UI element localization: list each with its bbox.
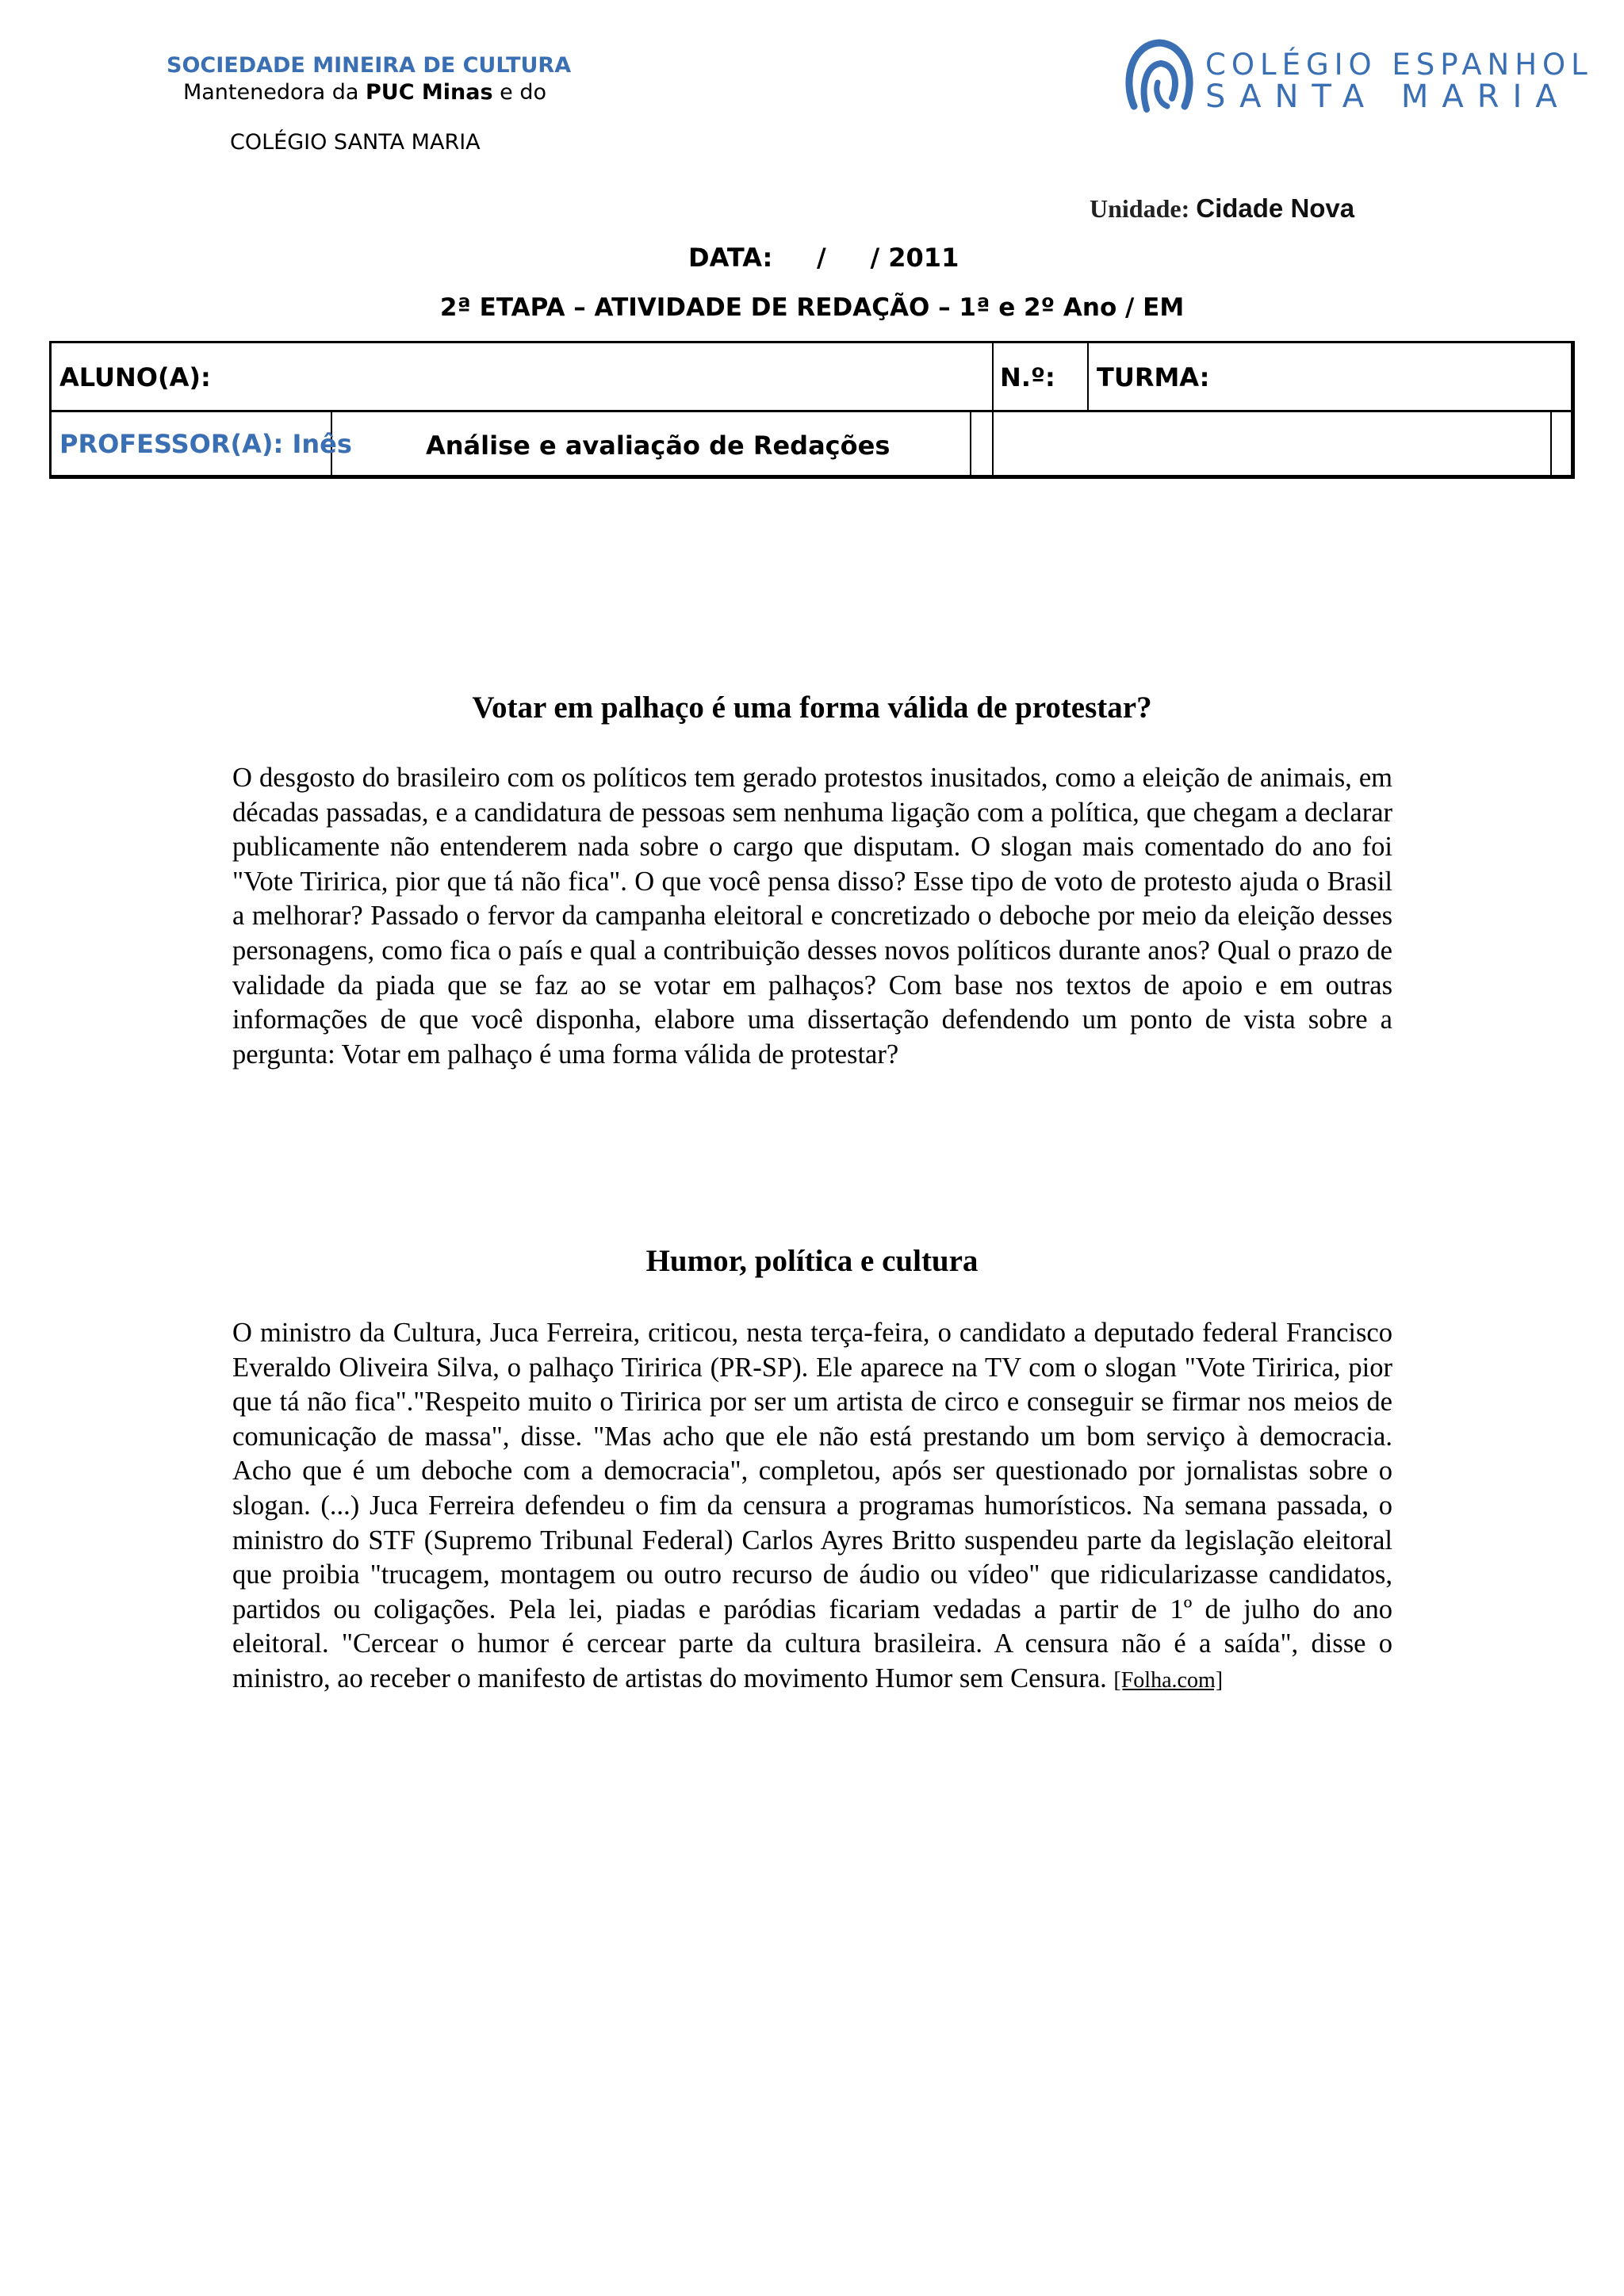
organization-block	[167, 52, 572, 106]
unidade-value: Cidade Nova	[1196, 193, 1355, 223]
subject-label: Análise e avaliação de Redações	[426, 430, 891, 461]
date-line: DATA: / / 2011	[688, 243, 959, 273]
logo-line-1: COLÉGIO ESPANHOL	[1205, 48, 1593, 82]
table-row-divider	[52, 410, 1571, 412]
table-divider	[970, 410, 971, 475]
table-divider	[1087, 343, 1089, 410]
unidade-label: Unidade:	[1090, 194, 1197, 223]
section-2-title: Humor, política e cultura	[645, 1244, 979, 1278]
section-2-text: O ministro da Cultura, Juca Ferreira, criticou, nesta terça-feira, o candidato a deputado federal Francisco Everaldo Oliveira Silva, o palhaço Tiririca (PR-SP). Ele aparece na TV com o slogan "Vote Tiririca, pior que tá não fica"."Respeito muito o Tiririca por ser um artista de circo e conseguir se firmar nos meios de comunicação de massa", disse. "Mas acho que ele não está prestando um bom serviço à democracia. Acho que é um deboche com a democracia", completou, após ser questionado por jornalistas sobre o slogan. (...) Juca Ferreira defendeu o fim da censura a programas humorísticos. Na semana passada, o ministro do STF (Supremo Tribunal Federal) Carlos Ayres Britto suspendeu parte da legislação eleitoral que proibia "trucagem, montagem ou outro recurso de áudio ou vídeo" que ridicularizasse candidatos, partidos ou coligações. Pela lei, piadas e paródias ficariam vedadas a partir de 1º de julho do ano eleitoral. "Cercear o humor é cercear parte da cultura brasileira. A censura não é a saída", disse o ministro, ao receber o manifesto de artistas do movimento Humor sem Censura.	[232, 1318, 1392, 1693]
activity-title: 2ª ETAPA – ATIVIDADE DE REDAÇÃO – 1ª e 2º Ano / EM	[439, 293, 1185, 322]
logo-line-2: SANTA MARIA	[1205, 78, 1571, 115]
school-name: COLÉGIO SANTA MARIA	[230, 130, 481, 155]
maintainer-puc: PUC Minas	[366, 80, 493, 105]
unidade-line	[1090, 193, 1354, 224]
section-2-body	[232, 1316, 1392, 1698]
table-divider	[992, 343, 994, 475]
student-name-field[interactable]: ALUNO(A):	[59, 362, 211, 392]
logo-text	[1205, 49, 1593, 113]
student-number-field[interactable]: N.º:	[1000, 362, 1055, 392]
student-info-table	[49, 341, 1575, 479]
organization-maintainer	[167, 79, 563, 106]
school-logo	[1120, 33, 1593, 121]
maintainer-suffix: e do	[492, 80, 547, 105]
teacher-label: PROFESSOR(A): Inês	[59, 429, 352, 459]
section-1-title: Votar em palhaço é uma forma válida de protestar?	[472, 691, 1152, 725]
class-field[interactable]: TURMA:	[1097, 362, 1210, 392]
maintainer-prefix: Mantenedora da	[182, 80, 366, 105]
section-1-text: O desgosto do brasileiro com os políticos tem gerado protestos inusitados, como a eleição de animais, em décadas passadas, e a candidatura de pessoas sem nenhuma ligação com a política, que chegam a declarar publicamente não entenderem nada sobre o cargo que disputam. O slogan mais comentado do ano foi "Vote Tiririca, pior que tá não fica". O que você pensa disso? Esse tipo de voto de protesto ajuda o Brasil a melhorar? Passado o fervor da campanha eleitoral e concretizado o deboche por meio da eleição desses personagens, como fica o país e qual a contribuição desses novos políticos durante anos? Qual o prazo de validade da piada que se faz ao se votar em palhaços? Com base nos textos de apoio e em outras informações de que você disponha, elabore uma dissertação defendendo um ponto de vista sobre a pergunta: Votar em palhaço é uma forma válida de protestar?	[232, 763, 1392, 1070]
source-link[interactable]: [Folha.com]	[1113, 1667, 1224, 1693]
organization-name: SOCIEDADE MINEIRA DE CULTURA	[167, 53, 572, 78]
table-divider	[1550, 410, 1552, 475]
school-logo-icon	[1120, 33, 1199, 121]
